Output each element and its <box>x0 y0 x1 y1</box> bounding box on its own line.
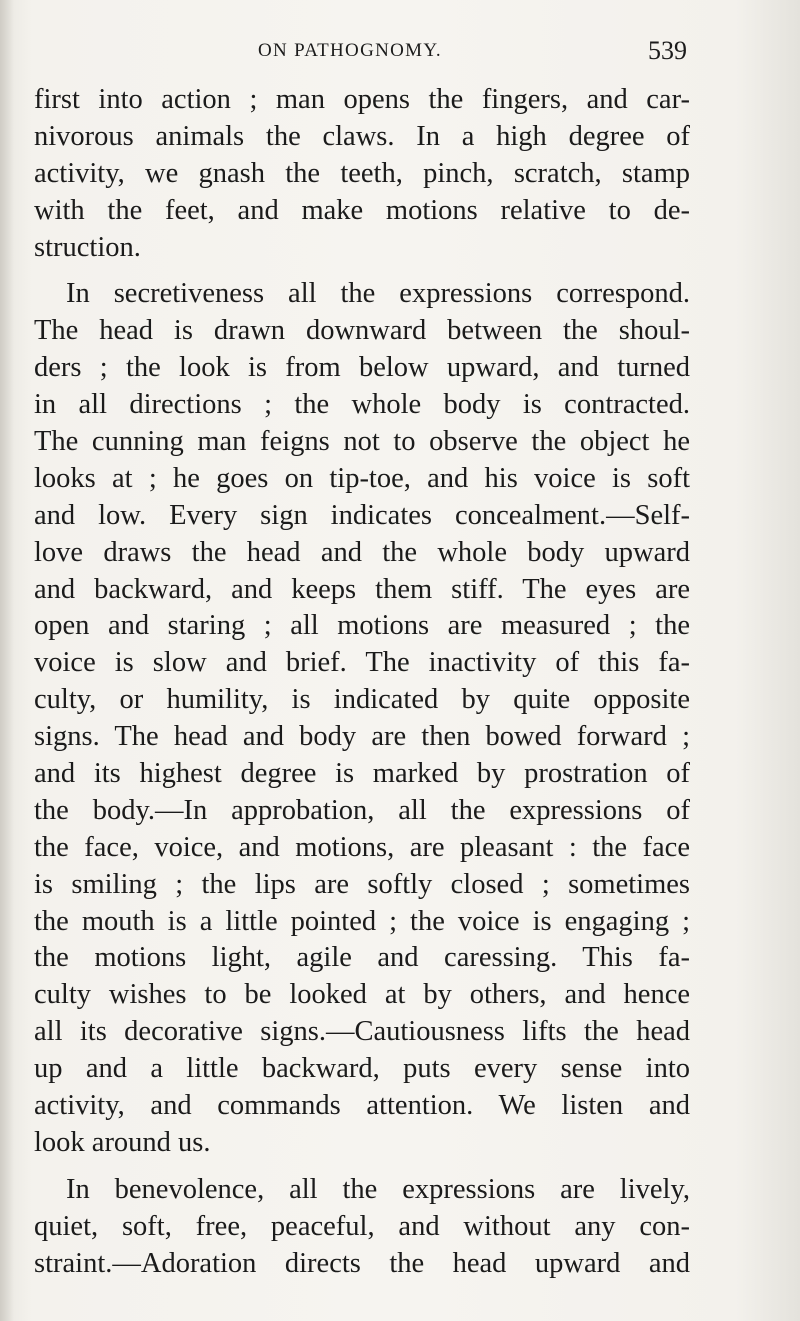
paragraph <box>34 82 690 266</box>
text-line: with the feet, and make motions relative to de- <box>34 194 690 226</box>
paragraph-gap <box>34 1162 690 1172</box>
text-line: The head is drawn downward between the shoul- <box>34 315 690 347</box>
text-line: first into action ; man opens the fingers, and car- <box>34 84 690 115</box>
text-line: activity, we gnash the teeth, pinch, scratch, stamp <box>34 157 690 189</box>
paragraph <box>34 1172 690 1283</box>
text-line: and its highest degree is marked by prostration of <box>34 758 690 790</box>
text-line: and low. Every sign indicates concealment.—Self- <box>34 499 690 531</box>
text-line: straint.—Adoration directs the head upward and <box>34 1247 690 1279</box>
text-line: nivorous animals the claws. In a high degree of <box>34 120 690 152</box>
text-line: love draws the head and the whole body upward <box>34 536 690 568</box>
text-line: and backward, and keeps them stiff. The eyes are <box>34 573 690 605</box>
text-line: culty wishes to be looked at by others, and hence <box>34 979 690 1011</box>
text-line: the motions light, agile and caressing. This fa- <box>34 942 690 974</box>
text-line: open and staring ; all motions are measured ; the <box>34 610 690 642</box>
paragraph <box>34 276 690 1161</box>
text-line: the face, voice, and motions, are pleasant : the face <box>34 831 690 863</box>
text-line: the mouth is a little pointed ; the voice is engaging ; <box>34 905 690 937</box>
text-line: in all directions ; the whole body is contracted. <box>34 389 690 421</box>
text-line: The cunning man feigns not to observe the object he <box>34 426 690 458</box>
text-line: ders ; the look is from below upward, and turned <box>34 352 690 384</box>
paragraph-gap <box>34 266 690 276</box>
text-line: struction. <box>34 231 141 263</box>
running-head <box>0 34 800 70</box>
text-line: voice is slow and brief. The inactivity of this fa- <box>34 647 690 679</box>
body-text <box>34 82 690 1283</box>
text-line: all its decorative signs.—Cautiousness lifts the head <box>34 1016 690 1048</box>
text-line: quiet, soft, free, peaceful, and without any con- <box>34 1210 690 1242</box>
text-line: activity, and commands attention. We listen and <box>34 1090 690 1122</box>
text-line: look around us. <box>34 1126 211 1158</box>
page-number: 539 <box>648 36 687 65</box>
text-line: In secretiveness all the expressions correspond. <box>66 278 690 310</box>
text-line: is smiling ; the lips are softly closed ; sometimes <box>34 868 690 900</box>
text-line: looks at ; he goes on tip-toe, and his voice is soft <box>34 462 690 494</box>
text-line: culty, or humility, is indicated by quite opposite <box>34 684 690 716</box>
page-gutter-shadow <box>0 0 14 1321</box>
text-line: the body.—In approbation, all the expressions of <box>34 794 690 826</box>
text-line: up and a little backward, puts every sense into <box>34 1053 690 1085</box>
text-line: In benevolence, all the expressions are lively, <box>66 1173 690 1205</box>
text-line: signs. The head and body are then bowed forward ; <box>34 721 690 753</box>
running-title: ON PATHOGNOMY. <box>258 40 442 61</box>
